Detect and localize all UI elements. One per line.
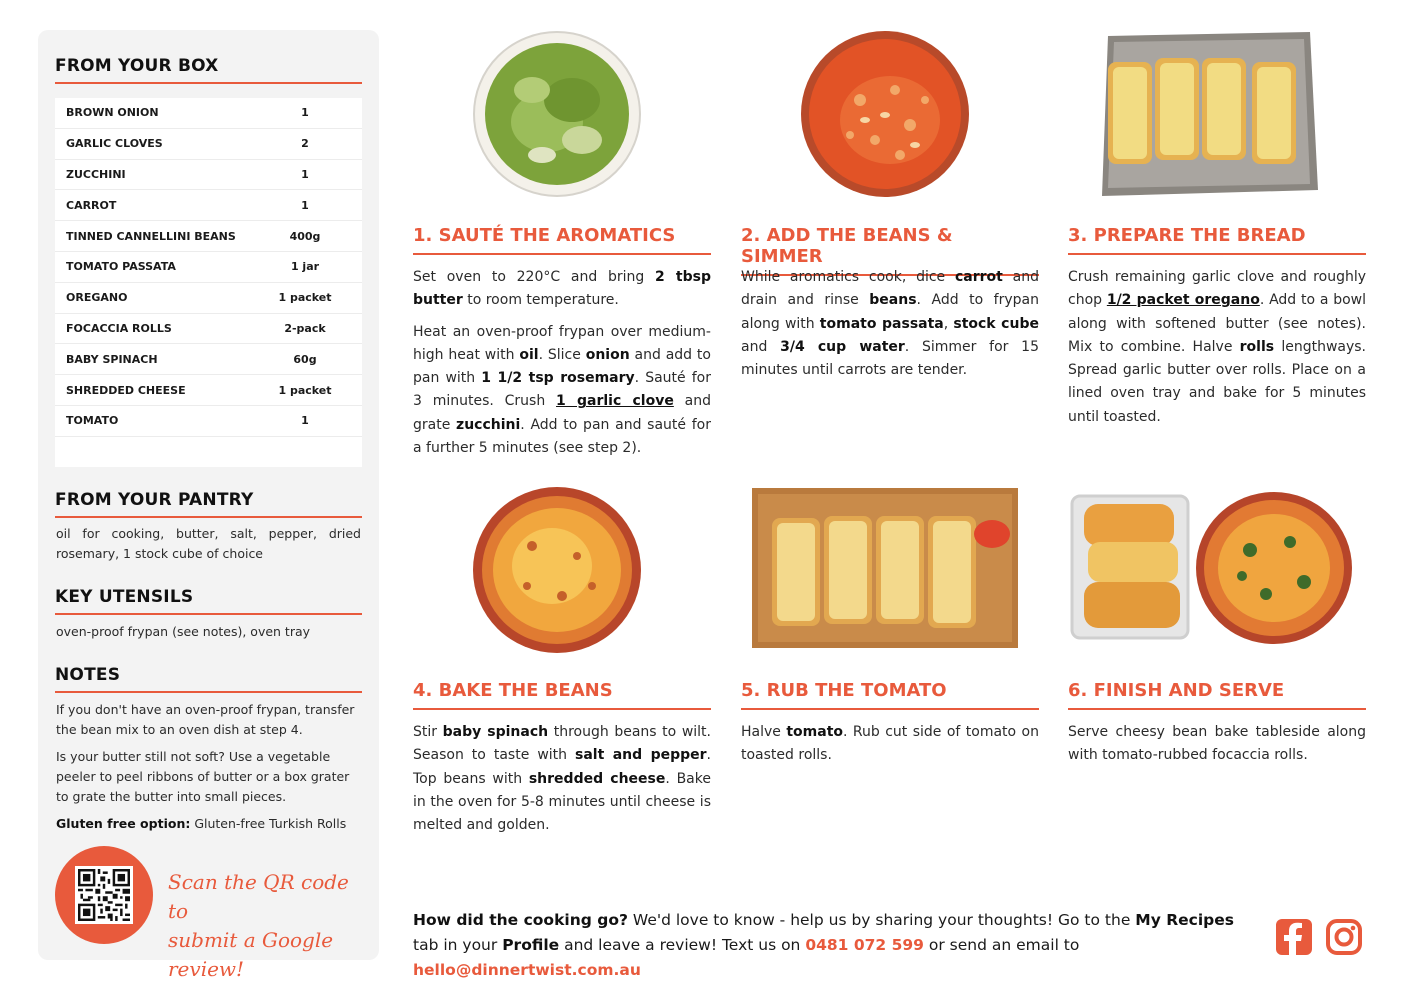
ingredient-qty: 1 [301,106,309,120]
qr-code[interactable] [75,866,133,924]
ingredient-qty: 60g [293,352,317,366]
step-ingredient: onion [585,346,630,363]
step-ingredient: oil [519,346,539,363]
step-6-photo [1070,490,1354,646]
note-oven-dish: If you don't have an oven-proof frypan, transfer the bean mix to an oven dish at step 4. [56,702,355,737]
table-row [55,314,362,345]
profile-link[interactable]: Profile [502,936,560,954]
step-ingredient-underlined: 1/2 packet oregano [1106,292,1260,309]
table-row [55,283,362,314]
table-row [55,221,362,252]
key-utensils-heading: KEY UTENSILS [55,587,362,615]
step-2-title: 2. ADD THE BEANS & SIMMER [741,225,1039,276]
step-4-title: 4. BAKE THE BEANS [413,680,711,710]
step-4-body [413,721,711,837]
utensils-text: oven-proof frypan (see notes), oven tray [56,624,311,639]
notes-text [56,700,361,834]
step-text: . Slice [538,346,586,363]
step-3-title: 3. PREPARE THE BREAD [1068,225,1366,255]
step-ingredient: beans [869,292,917,309]
step-2-photo [800,30,970,198]
step-ingredient: shredded cheese [528,770,666,787]
ingredient-qty: 1 jar [290,260,320,274]
step-ingredient: salt and pepper [575,747,707,764]
from-your-pantry-heading: FROM YOUR PANTRY [55,490,362,518]
gluten-free-note [56,814,361,834]
ingredient-qty: 2-pack [284,321,326,335]
step-4-photo [472,486,642,654]
step-text: lengthways. Spread garlic butter over rolls. Place on a lined oven tray and bake for 5 minutes until toasted. [1068,338,1366,425]
step-text: Heat an oven-proof frypan over medium-high heat with [413,323,711,363]
step-text: Halve [741,724,787,740]
step-2-body [741,266,1039,382]
step-text: through beans to wilt. Season to taste with [413,724,711,764]
footer-text: We'd love to know - help us by sharing your thoughts! Go to the [627,911,1136,929]
step-ingredient: stock cube [953,315,1039,332]
step-6-title: 6. FINISH AND SERVE [1068,680,1366,710]
step-1-photo [472,30,642,198]
qr-caption-line-1: Scan the QR code to [168,870,349,923]
table-row [55,98,362,129]
step-text: and [741,338,781,355]
ingredient-qty: 1 [301,414,309,428]
ingredient-name: ZUCCHINI [66,167,126,181]
gluten-free-text: Gluten-free Turkish Rolls [194,816,347,831]
step-ingredient: carrot [954,269,1003,285]
my-recipes-link[interactable]: My Recipes [1135,911,1234,929]
ingredient-name: TOMATO PASSATA [66,260,176,274]
step-text: Set oven to 220°C and bring [413,269,656,285]
feedback-question: How did the cooking go? [413,911,628,929]
step-ingredient: 3/4 cup water [780,338,905,355]
step-text: . Top beans with [413,747,711,787]
footer-text: and leave a review! Text us on [559,936,806,954]
step-ingredient: zucchini [456,416,521,433]
note-butter: Is your butter still not soft? Use a vegetable peeler to peel ribbons of butter or a box grater to grate the butter into small pieces. [56,749,350,804]
phone-link[interactable]: 0481 072 599 [805,936,924,954]
step-text: . Add to frypan along with [741,292,1039,332]
qr-caption [168,868,368,984]
step-3-photo [1100,30,1320,198]
table-row [55,160,362,191]
table-row [55,190,362,221]
ingredient-name: FOCACCIA ROLLS [66,321,172,335]
ingredient-name: CARROT [66,198,117,212]
step-ingredient: tomato passata [819,315,944,332]
step-text: While aromatics cook, dice [741,269,955,285]
qr-code-icon [78,869,130,921]
step-3-body [1068,266,1366,429]
table-row [55,344,362,375]
step-text: . Rub cut side of tomato on toasted rolls. [741,724,1039,764]
footer-text: tab in your [413,936,503,954]
step-5-body [741,721,1039,768]
ingredient-qty: 1 packet [278,291,332,305]
ingredients-table [55,98,362,467]
ingredient-name: BABY SPINACH [66,352,158,366]
ingredient-name: SHREDDED CHEESE [66,383,186,397]
step-ingredient-underlined: 1 garlic clove [556,393,674,410]
gluten-free-label: Gluten free option: [56,816,191,831]
step-text: . Bake in the oven for 5-8 minutes until cheese is melted and golden. [413,770,711,834]
step-1-body [413,266,711,460]
ingredient-qty: 1 [301,198,309,212]
ingredients-sidebar [38,30,379,981]
pantry-text: oil for cooking, butter, salt, pepper, dried rosemary, 1 stock cube of choice [56,526,361,561]
table-row [55,252,362,283]
step-ingredient: baby spinach [442,724,549,740]
step-ingredient: 2 tbsp butter [413,269,711,309]
step-text: Serve cheesy bean bake tableside along with tomato-rubbed focaccia rolls. [1068,724,1366,764]
qr-code-badge[interactable] [55,846,153,944]
email-link[interactable]: hello@dinnertwist.com.au [413,961,641,979]
step-5-photo [752,486,1020,650]
ingredient-name: TINNED CANNELLINI BEANS [66,229,236,243]
table-row [55,406,362,437]
table-row [55,375,362,406]
step-ingredient: tomato [786,724,843,740]
ingredient-name: BROWN ONION [66,106,159,120]
step-text: Crush remaining garlic clove and roughly chop [1068,269,1366,309]
step-text: , [943,315,954,332]
ingredient-qty: 1 packet [278,383,332,397]
feedback-footer [413,908,1263,983]
ingredient-name: GARLIC CLOVES [66,137,163,151]
step-text: and grate [413,393,711,433]
step-5-title: 5. RUB THE TOMATO [741,680,1039,710]
ingredient-qty: 400g [289,229,321,243]
table-row [55,129,362,160]
step-text: Stir [413,724,443,740]
qr-caption-line-2: submit a Google review! [168,928,334,981]
ingredient-name: TOMATO [66,414,119,428]
step-text: and add to pan with [413,346,711,387]
step-1-title: 1. SAUTÉ THE AROMATICS [413,225,711,255]
notes-heading: NOTES [55,665,362,693]
footer-text: or send an email to [923,936,1080,954]
instagram-icon[interactable] [1325,918,1363,956]
facebook-icon[interactable] [1275,918,1313,956]
from-your-box-heading: FROM YOUR BOX [55,56,362,84]
step-text: to room temperature. [462,292,619,309]
step-text: . Add to a bowl along with softened butter (see notes). Mix to combine. Halve [1068,292,1366,355]
ingredient-qty: 1 [301,167,309,181]
ingredient-qty: 2 [301,137,309,151]
step-text: . Simmer for 15 minutes until carrots are tender. [741,338,1039,379]
ingredient-name: OREGANO [66,291,128,305]
step-ingredient: 1 1/2 tsp rosemary [481,370,635,387]
step-ingredient: rolls [1239,338,1275,355]
step-text: and drain and rinse [741,269,1040,309]
step-text: . Sauté for 3 minutes. Crush [413,370,711,410]
step-6-body [1068,721,1366,768]
step-text: . Add to pan and sauté for a further 5 minutes (see step 2). [413,416,711,457]
